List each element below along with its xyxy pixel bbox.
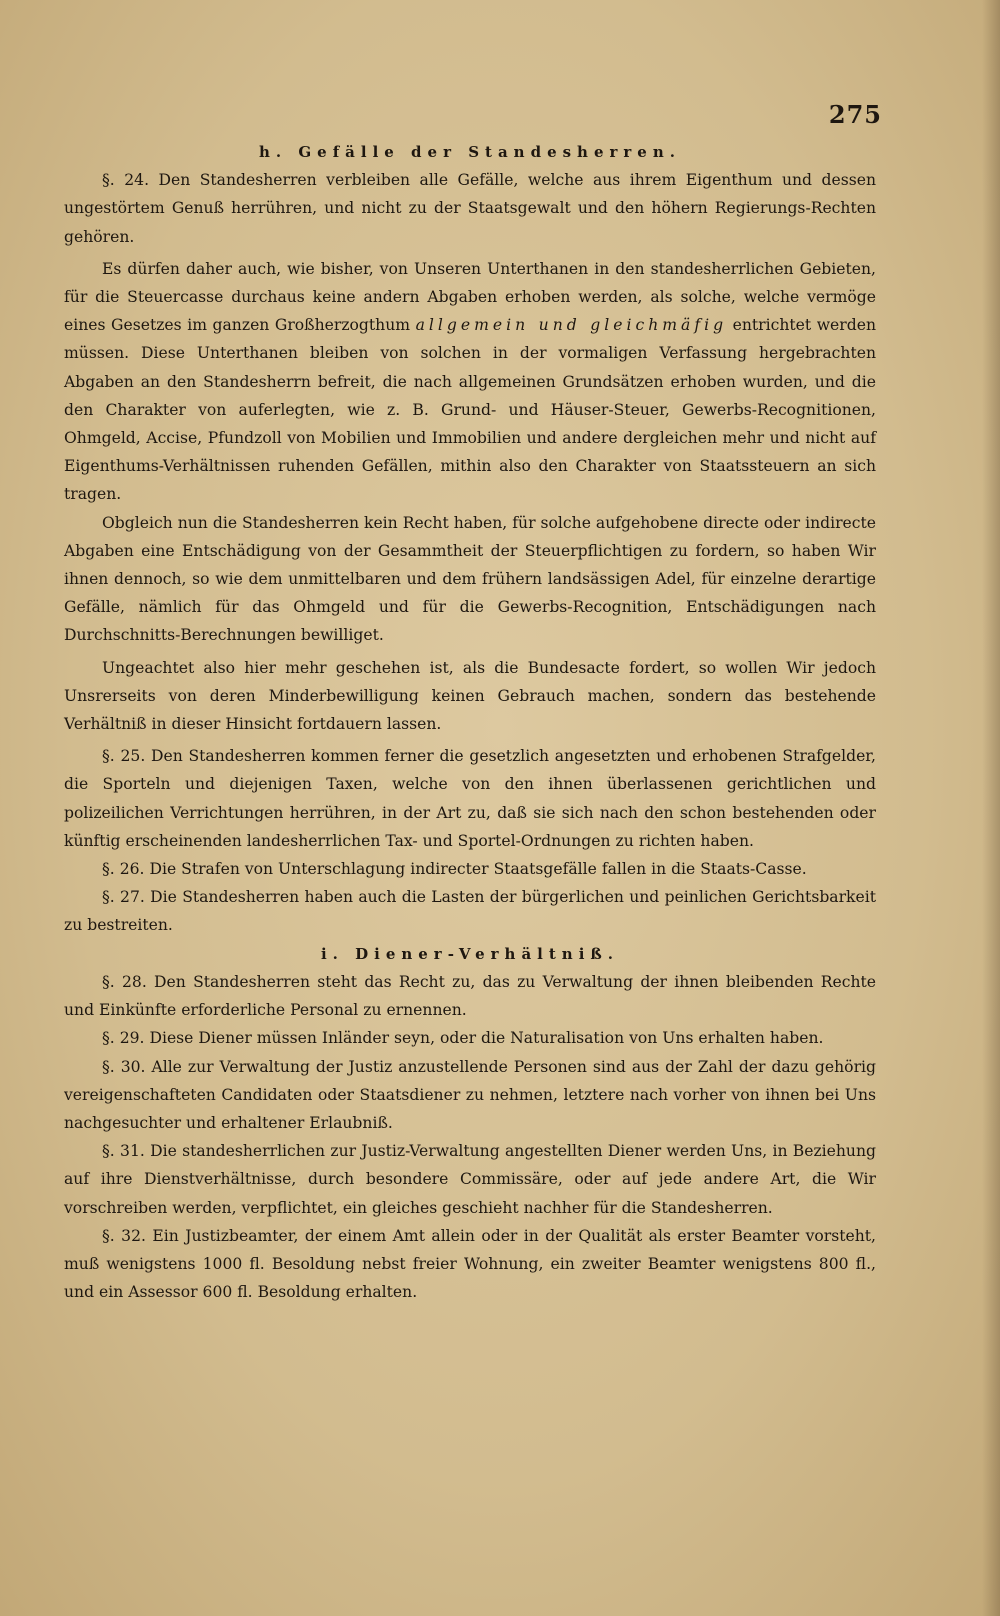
paragraph-obgleich: Obgleich nun die Standesherren kein Recht haben, für solche aufgehobene directe oder indirecte Abgaben eine Entschädigung von der Gesammtheit der Steuerpflichtigen zu fordern, so haben Wir ihnen dennoch, so wie dem unmittelbaren und dem frühern landsässigen Adel, für einzelne derartige Gefälle, nämlich für das Ohmgeld und für die Gewerbs-Recognition, Entschädigungen nach Durchschnitts-Berechnungen bewilliget. bbox=[64, 513, 876, 645]
paragraph-ungeachtet: Ungeachtet also hier mehr geschehen ist, als die Bundesacte fordert, so wollen Wir jedoch Unsrerseits von deren Minderbewilligung keinen Gebrauch machen, sondern das bestehende Verhältniß in dieser Hinsicht fortdauern lassen. bbox=[64, 658, 876, 734]
paragraph-es-duerfen-part1: Es dürfen daher auch, wie bisher, von Unseren Unterthanen in den standesherrlichen Gebieten, für die Steuercasse durchaus keine andern Abgaben erhoben werden, als solche, welche vermöge eines Gesetzes im ganzen Großherzogthum bbox=[64, 259, 876, 335]
paragraph-25: §. 25. Den Standesherren kommen ferner die gesetzlich angesetzten und erhobenen Strafgelder, die Sporteln und diejenigen Taxen, welche von den ihnen überlassenen gerichtlichen und polizeilichen Verrichtungen herrühren, in der Art zu, daß sie sich nach den schon bestehenden oder künftig erscheinenden landesherrlichen Tax- und Sportel-Ordnungen zu richten haben. bbox=[64, 747, 876, 850]
paragraph-30: §. 30. Alle zur Verwaltung der Justiz anzustellende Personen sind aus der Zahl der dazu gehörig vereigenschafteten Candidaten oder Staatsdiener zu nehmen, letztere nach vorher von ihnen bei Uns nachgesuchter und erhaltener Erlaubniß. bbox=[64, 1057, 876, 1132]
page-number: 275 bbox=[828, 100, 882, 129]
page-edge-shadow bbox=[982, 0, 1000, 1616]
emphasis-allgemein: allgemein und gleichmäfig bbox=[415, 316, 728, 335]
paragraph-27: §. 27. Die Standesherren haben auch die Lasten der bürgerlichen und peinlichen Gerichtsbarkeit zu bestreiten. bbox=[64, 888, 876, 935]
paragraph-28: §. 28. Den Standesherren steht das Recht zu, das zu Verwaltung der ihnen bleibenden Rechte und Einkünfte erforderliche Personal zu ernennen. bbox=[64, 972, 876, 1020]
paragraph-32: §. 32. Ein Justizbeamter, der einem Amt allein oder in der Qualität als erster Beamter vorsteht, muß wenigstens 1000 fl. Besoldung nebst freier Wohnung, ein zweiter Beamter wenigstens 800 fl., und ein Assessor 600 fl. Besoldung erhalten. bbox=[64, 1226, 876, 1302]
section-heading-i: i. Diener-Verhältniß. bbox=[320, 944, 620, 963]
paragraph-es-duerfen bbox=[64, 255, 876, 509]
paragraph-24: §. 24. Den Standesherren verbleiben alle Gefälle, welche aus ihrem Eigenthum und dessen ungestörtem Genuß herrühren, und nicht zu der Staatsgewalt und den höhern Regierungs-Rechten gehören. bbox=[64, 171, 876, 246]
page-body bbox=[64, 138, 876, 1306]
paragraph-29: §. 29. Diese Diener müssen Inländer seyn, oder die Naturalisation von Uns erhalten haben. bbox=[102, 1029, 824, 1048]
paragraph-26: §. 26. Die Strafen von Unterschlagung indirecter Staatsgefälle fallen in die Staats-Casse. bbox=[102, 860, 807, 879]
section-heading-h: h. Gefälle der Standesherren. bbox=[259, 143, 681, 161]
paragraph-31: §. 31. Die standesherrlichen zur Justiz-Verwaltung angestellten Diener werden Uns, in Beziehung auf ihre Dienstverhältnisse, durch besondere Commissäre, oder auf jede andere Art, die Wir vorschreiben werden, verpflichtet, ein gleiches geschieht nachher für die Standesherren. bbox=[64, 1142, 876, 1217]
paragraph-es-duerfen-part2: entrichtet werden müssen. Diese Unterthanen bleiben von solchen in der vormaligen Verfassung hergebrachten Abgaben an den Standesherrn befreit, die nach allgemeinen Grundsätzen erhoben wurden, und die den Charakter von auferlegten, wie z. B. Grund- und Häuser-Steuer, Gewerbs-Recognitionen, Ohmgeld, Accise, Pfundzoll von Mobilien und Immobilien und andere dergleichen mehr und nicht auf Eigenthums-Verhältnissen ruhenden Gefällen, mithin also den Charakter von Staatssteuern an sich tragen. bbox=[64, 316, 876, 504]
